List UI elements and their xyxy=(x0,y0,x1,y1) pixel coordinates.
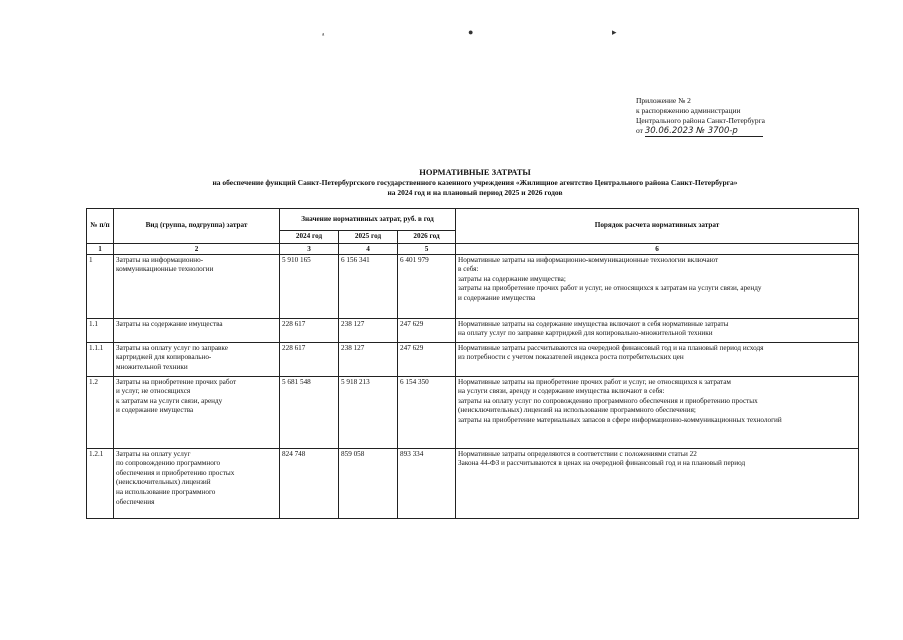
row-kind xyxy=(114,254,280,318)
table-row xyxy=(87,376,859,448)
header-2024: 2024 год xyxy=(280,231,339,244)
row-kind-line: Затраты на оплату услуг xyxy=(116,449,191,458)
row-procedure-line: Закона 44-ФЗ и рассчитываются в ценах на очередной финансовый год и на плановый период xyxy=(458,459,746,468)
header-num: № п/п xyxy=(87,209,114,244)
col-number: 5 xyxy=(398,243,456,254)
row-kind-line: и услуг, не относящихся xyxy=(116,387,191,396)
title-line-2: на обеспечение функций Санкт-Петербургского государственного казенного учреждения «Жилищное агентство Центрального района Санкт-Петербурга» xyxy=(212,178,738,187)
row-value-2024: 5 910 165 xyxy=(280,254,339,318)
document-title xyxy=(80,167,870,198)
row-procedure xyxy=(456,254,859,318)
appendix-date-prefix: от xyxy=(636,126,643,135)
col-number: 4 xyxy=(339,243,398,254)
row-procedure xyxy=(456,448,859,518)
row-kind-line: к затратам на услуги связи, аренду xyxy=(116,396,223,405)
row-value-2025: 6 156 341 xyxy=(339,254,398,318)
table-row xyxy=(87,448,859,518)
row-kind-line: множительной техники xyxy=(116,362,188,371)
row-procedure-line: затраты на содержание имущества; xyxy=(458,274,566,283)
col-number: 1 xyxy=(87,243,114,254)
header-2025: 2025 год xyxy=(339,231,398,244)
handwritten-date-number: 30.06.2023 № 3700-р xyxy=(645,126,763,137)
row-kind-line: обеспечения xyxy=(116,497,155,506)
row-kind-line: Затраты на оплату услуг по заправке xyxy=(116,343,228,352)
appendix-line-1: Приложение № 2 xyxy=(636,96,691,105)
row-kind-line: Затраты на содержание имущества xyxy=(116,319,223,328)
row-number: 1.2.1 xyxy=(87,448,114,518)
row-procedure-line: (неисключительных) лицензий на использование программного обеспечения; xyxy=(458,406,696,415)
appendix-line-2: к распоряжению администрации xyxy=(636,106,741,115)
row-kind-line: на использование программного xyxy=(116,487,216,496)
title-heading: НОРМАТИВНЫЕ ЗАТРАТЫ xyxy=(419,167,531,177)
row-procedure-line: Нормативные затраты на содержание имущества включают в себя нормативные затраты xyxy=(458,319,729,328)
costs-table xyxy=(86,208,859,519)
column-numbers-row xyxy=(87,243,859,254)
row-number: 1 xyxy=(87,254,114,318)
row-value-2026: 247 629 xyxy=(398,318,456,342)
header-procedure: Порядок расчета нормативных затрат xyxy=(456,209,859,244)
row-number: 1.1.1 xyxy=(87,342,114,376)
col-number: 6 xyxy=(456,243,859,254)
row-kind-line: и содержание имущества xyxy=(116,406,194,415)
row-procedure-line: в себя: xyxy=(458,265,479,274)
document-page: ᵃ ● ▸ Приложение № 2 к распоряжению администрации Центрального района Санкт-Петербурга от 30.06.2023 № 3700-р НОРМАТИВНЫЕ ЗАТРАТЫ на обеспечение функций Санкт-Петербургского государственного казенного учреждения «Жилищное агентство Центрального района Санкт-Петербурга» на 2024 год и на плановый период 2025 и 2026 годов № п/п Вид (группа, подгруппа) затрат Значение нормативных затрат, руб. в год Порядок расчета нормативных затрат 2024 год 2025 год 2026 год 1 2 3 4 5 6 1 Затраты на информационно- коммуникационные технологии 5 910 165 6 156 341 6 401 979 Нормативные затраты на информационно-коммуникационные технологии включают в себя: затраты на содержание имущества; затраты на приобретение прочих работ и услуг, не относящихся к затратам на услуги связи, аренду и содержание имущества 1.1 Затраты на содержание имущества 228 617 238 127 247 629 Нормативные затраты на содержание имущества включают в себя нормативные затраты на оплату услуг по заправке картриджей для копировально-множительной техники 1.1.1 Затраты на оплату услуг по заправке картриджей для копировально- множительной техники 228 617 238 127 247 629 Нормативные затраты рассчитываются на очередной финансовый год и на плановый период исходя из потребности с учетом показателей индекса роста потребительских цен 1.2 Затраты на приобретение прочих работ и услуг, не относящихся к затратам на услуги связи, аренду и содержание имущества 5 681 548 5 918 213 6 154 350 Нормативные затраты на приобретение прочих работ и услуг, не относящихся к затратам на услуги связи, аренду и содержание имущества включают в себя: затраты на оплату услуг по сопровождению программного обеспечения и приобретению простых (неисключительных) лицензий на использование программного обеспечения; затраты на приобретение материальных запасов в сфере информационно-коммуникационных технологий 1.2.1 Затраты на оплату услуг по сопровождению программного обеспечения и приобретению простых (неисключительных) лицензий на использование программного обеспечения 824 748 859 058 893 334 Нормативные затраты определяются в соответствии с положениями статьи 22 Закона 44-ФЗ и рассчитываются в ценах на очередной финансовый год и на плановый период xyxy=(0,0,903,640)
row-value-2026: 893 334 xyxy=(398,448,456,518)
header-2026: 2026 год xyxy=(398,231,456,244)
row-kind xyxy=(114,342,280,376)
table-row xyxy=(87,254,859,318)
row-kind-line: картриджей для копировально- xyxy=(116,353,212,362)
col-number: 2 xyxy=(114,243,280,254)
row-value-2024: 824 748 xyxy=(280,448,339,518)
row-procedure-line: Нормативные затраты определяются в соответствии с положениями статьи 22 xyxy=(458,449,697,458)
col-number: 3 xyxy=(280,243,339,254)
row-kind-line: коммуникационные технологии xyxy=(116,265,214,274)
row-value-2025: 5 918 213 xyxy=(339,376,398,448)
title-line-3: на 2024 год и на плановый период 2025 и 2026 годов xyxy=(387,188,563,197)
row-value-2024: 228 617 xyxy=(280,318,339,342)
row-procedure-line: затраты на оплату услуг по сопровождению программного обеспечения и приобретению простых xyxy=(458,396,758,405)
row-procedure-line: Нормативные затраты на приобретение прочих работ и услуг, не относящихся к затратам xyxy=(458,377,731,386)
row-procedure-line: Нормативные затраты на информационно-коммуникационные технологии включают xyxy=(458,255,719,264)
row-procedure-line: и содержание имущества xyxy=(458,293,536,302)
row-value-2026: 6 154 350 xyxy=(398,376,456,448)
row-kind-line: обеспечения и приобретению простых xyxy=(116,468,235,477)
table-body xyxy=(87,254,859,518)
row-procedure-line: затраты на приобретение материальных запасов в сфере информационно-коммуникационных технологий xyxy=(458,415,782,424)
header-values-group: Значение нормативных затрат, руб. в год xyxy=(280,209,456,231)
row-kind xyxy=(114,448,280,518)
row-kind xyxy=(114,376,280,448)
row-procedure-line: затраты на приобретение прочих работ и услуг, не относящихся к затратам на услуги связи, аренду xyxy=(458,284,762,293)
row-procedure-line: из потребности с учетом показателей индекса роста потребительских цен xyxy=(458,353,684,362)
appendix-line-3: Центрального района Санкт-Петербурга xyxy=(636,116,765,125)
row-kind-line: Затраты на приобретение прочих работ xyxy=(116,377,237,386)
appendix-block xyxy=(636,96,765,137)
row-kind-line: Затраты на информационно- xyxy=(116,255,204,264)
header-kind: Вид (группа, подгруппа) затрат xyxy=(114,209,280,244)
row-kind xyxy=(114,318,280,342)
row-value-2025: 238 127 xyxy=(339,318,398,342)
appendix-line-4 xyxy=(636,126,765,137)
row-value-2026: 6 401 979 xyxy=(398,254,456,318)
table-row xyxy=(87,318,859,342)
row-value-2025: 238 127 xyxy=(339,342,398,376)
row-procedure xyxy=(456,318,859,342)
row-procedure-line: на услуги связи, аренду и содержание имущества включают в себя: xyxy=(458,387,665,396)
row-kind-line: (неисключительных) лицензий xyxy=(116,478,211,487)
row-value-2026: 247 629 xyxy=(398,342,456,376)
row-kind-line: по сопровождению программного xyxy=(116,459,221,468)
row-value-2025: 859 058 xyxy=(339,448,398,518)
row-procedure-line: Нормативные затраты рассчитываются на очередной финансовый год и на плановый период исходя xyxy=(458,343,764,352)
row-procedure-line: на оплату услуг по заправке картриджей для копировально-множительной техники xyxy=(458,329,713,338)
row-procedure xyxy=(456,376,859,448)
row-value-2024: 5 681 548 xyxy=(280,376,339,448)
table-row xyxy=(87,342,859,376)
row-value-2024: 228 617 xyxy=(280,342,339,376)
row-number: 1.2 xyxy=(87,376,114,448)
row-number: 1.1 xyxy=(87,318,114,342)
row-procedure xyxy=(456,342,859,376)
